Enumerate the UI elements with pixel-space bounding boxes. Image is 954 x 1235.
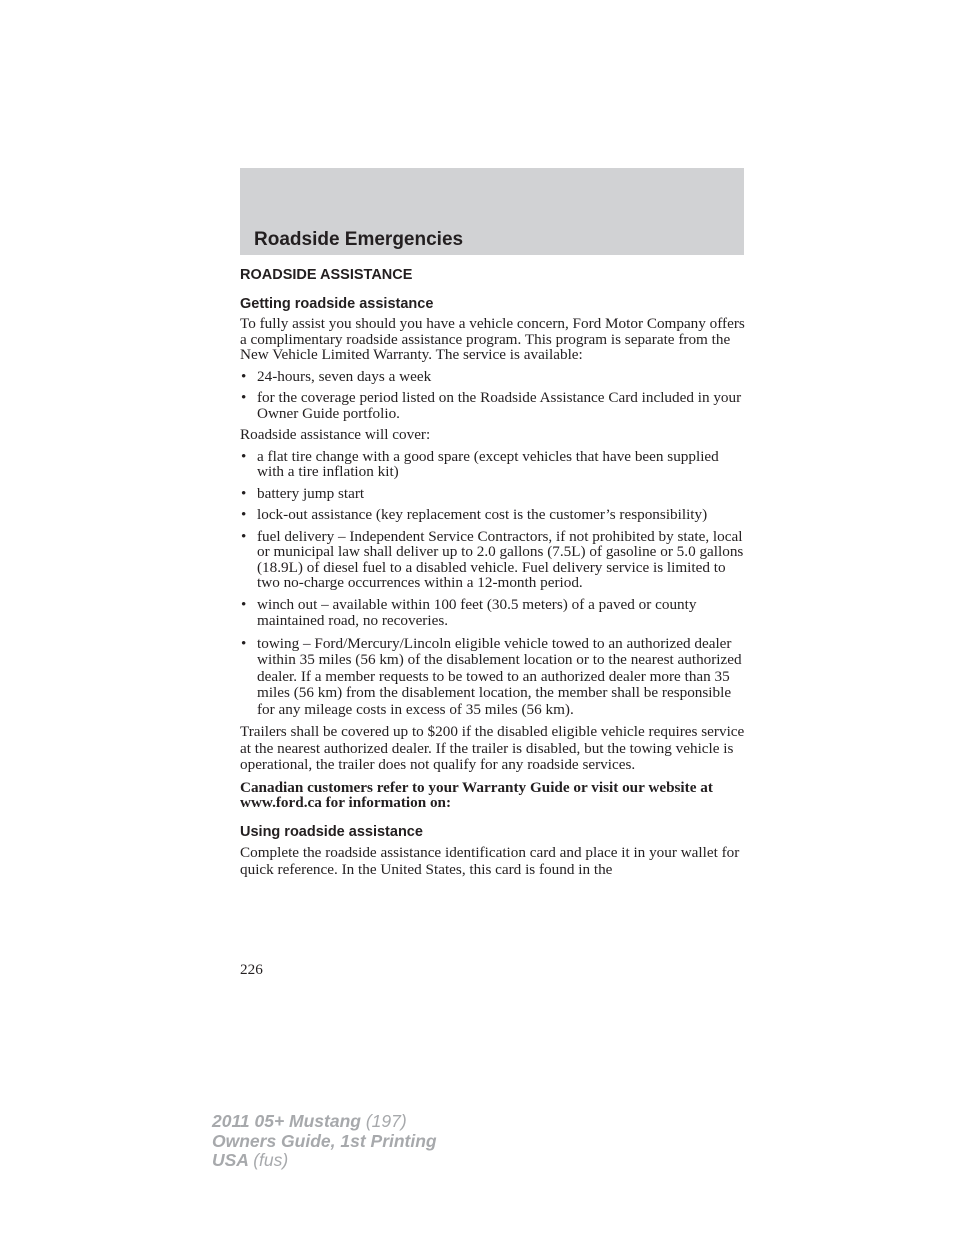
list-item: • lock-out assistance (key replacement cost is the customer’s responsibility) bbox=[241, 506, 708, 523]
heading-roadside-assistance: ROADSIDE ASSISTANCE bbox=[240, 267, 413, 283]
trailers-paragraph: Trailers shall be covered up to $200 if the disabled eligible vehicle requires service at the nearest authorized dealer. If the trailer is disabled, but the towing vehicle is operational, the trailer does not qualify for any roadside services. bbox=[240, 723, 745, 773]
list-item: • battery jump start bbox=[241, 484, 365, 502]
cover-intro: Roadside assistance will cover: bbox=[240, 426, 431, 443]
canadian-customers-note: Canadian customers refer to your Warranty Guide or visit our website at www.ford.ca for information on: bbox=[240, 778, 713, 811]
bullet-icon: • bbox=[241, 367, 247, 385]
print-footer bbox=[212, 1112, 437, 1171]
subheading-getting-assistance: Getting roadside assistance bbox=[240, 296, 434, 312]
intro-paragraph: To fully assist you should you have a vehicle concern, Ford Motor Company offers a complimentary roadside assistance program. This program is separate from the New Vehicle Limited Warranty. The service is available: bbox=[240, 315, 745, 363]
bullet-icon: • bbox=[241, 595, 247, 613]
section-header-band bbox=[240, 168, 744, 255]
page-content bbox=[240, 266, 746, 884]
bullet-icon: • bbox=[241, 447, 247, 465]
bullet-icon: • bbox=[241, 527, 247, 545]
footer-line-market: USA (fus) bbox=[212, 1150, 289, 1170]
availability-list bbox=[240, 369, 746, 422]
using-paragraph: Complete the roadside assistance identification card and place it in your wallet for quick reference. In the United States, this card is found in the bbox=[240, 843, 740, 878]
bullet-icon: • bbox=[241, 484, 247, 502]
footer-line-printing: Owners Guide, 1st Printing bbox=[212, 1130, 437, 1151]
list-item: • winch out – available within 100 feet (30.5 meters) of a paved or county maintained road, no recoveries. bbox=[241, 595, 697, 629]
section-title: Roadside Emergencies bbox=[254, 229, 464, 250]
bullet-icon: • bbox=[241, 634, 247, 652]
bullet-icon: • bbox=[241, 389, 247, 406]
list-item: • 24-hours, seven days a week bbox=[241, 367, 432, 385]
coverage-list bbox=[240, 449, 746, 719]
subheading-using-assistance: Using roadside assistance bbox=[240, 823, 423, 840]
bullet-icon: • bbox=[241, 506, 247, 523]
footer-line-model: 2011 05+ Mustang (197) bbox=[212, 1111, 407, 1131]
list-item: • a flat tire change with a good spare (except vehicles that have been supplied with a tire inflation kit) bbox=[241, 447, 719, 480]
list-item: • fuel delivery – Independent Service Contractors, if not prohibited by state, local or municipal law shall deliver up to 2.0 gallons (7.5L) of gasoline or 5.0 gallons (18.9L) of diesel fuel to a disabled vehicle. Fuel delivery service is limited to two no-charge occurrences within a 12-month period. bbox=[241, 527, 744, 591]
page-number: 226 bbox=[240, 961, 263, 978]
list-item: • for the coverage period listed on the Roadside Assistance Card included in your Owner Guide portfolio. bbox=[241, 389, 742, 422]
list-item: • towing – Ford/Mercury/Lincoln eligible vehicle towed to an authorized dealer within 35 miles (56 km) of the disablement location or to the nearest authorized dealer. If a member requests to be towed to an authorized dealer more than 35 miles (56 km) from the disablement location, the member shall be responsible for any mileage costs in excess of 35 miles (56 km). bbox=[241, 634, 742, 718]
